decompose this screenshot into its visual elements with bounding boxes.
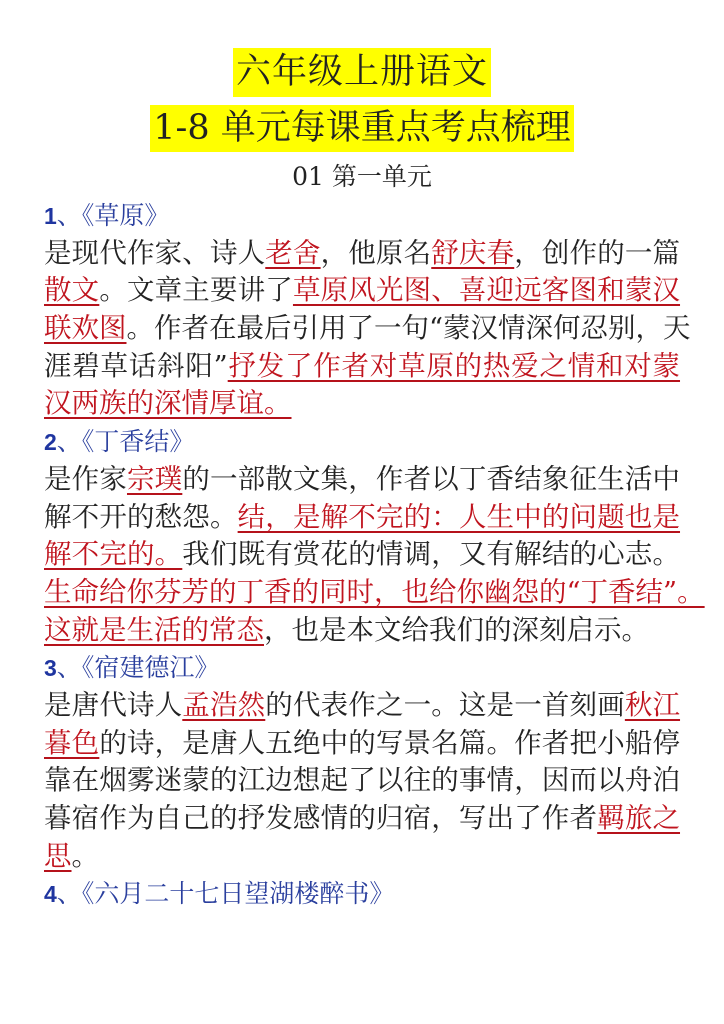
- key-point-text: 羁旅之: [597, 802, 681, 834]
- paragraph-line: [44, 800, 680, 838]
- key-point-text: 生命给你芬芳的丁香的同时，也给你幽怨的“丁香结”。: [44, 575, 705, 608]
- key-point-text: 舒庆春: [431, 236, 515, 269]
- key-point-text: 联欢图: [44, 312, 127, 345]
- key-point-text: 汉两族的深情厚谊。: [44, 387, 292, 420]
- lesson-heading: [44, 649, 680, 687]
- document-title-text: 六年级上册语文: [233, 48, 491, 97]
- key-point-text: 这就是生活的常态: [44, 613, 264, 646]
- paragraph-line: [44, 385, 680, 423]
- lesson-separator: 、: [56, 653, 82, 683]
- body-text: 是作家: [44, 462, 127, 495]
- body-text: 我们既有赏花的情调，又有解结的心志。: [182, 538, 680, 571]
- body-text: 暮宿作为自己的抒发感情的归宿，写出了作者: [44, 802, 598, 834]
- body-text: 是现代作家、诗人: [44, 236, 266, 269]
- body-text: ，也是本文给我们的深刻启示。: [264, 613, 649, 646]
- lesson-separator: 、: [56, 427, 82, 457]
- paragraph-line: [44, 838, 680, 876]
- body-text: 。: [71, 839, 99, 872]
- key-point-text: 散文: [44, 274, 100, 307]
- lesson-number: 2: [44, 429, 57, 456]
- key-point-text: 秋江: [624, 688, 681, 721]
- paragraph-line: [44, 310, 691, 348]
- body-text: 的诗，是唐人五绝中的写景名篇。作者把小船停: [99, 726, 681, 759]
- lesson-heading: [44, 197, 680, 235]
- body-text: 解不开的愁怨。: [44, 500, 238, 533]
- lesson-number: 4: [44, 881, 57, 908]
- document-title: [0, 48, 724, 97]
- paragraph-line: [44, 272, 680, 310]
- paragraph-line: [44, 461, 680, 499]
- body-text: 靠在烟雾迷蒙的江边想起了以往的事情，因而以舟泊: [44, 764, 680, 797]
- paragraph-line: [44, 574, 705, 612]
- body-text: ，创作的一篇: [514, 236, 681, 269]
- body-text: 的代表作之一。这是一首刻画: [265, 688, 625, 721]
- paragraph-line: [44, 536, 680, 574]
- paragraph-line: [44, 762, 680, 800]
- document-subtitle-text: 1-8 单元每课重点考点梳理: [150, 105, 574, 152]
- lesson-title: 《六月二十七日望湖楼醉书》: [81, 879, 395, 909]
- lesson-separator: 、: [56, 201, 82, 230]
- lesson-number: 1: [44, 203, 57, 229]
- lesson-title: 《宿建德江》: [81, 653, 220, 683]
- key-point-text: 思: [44, 839, 72, 872]
- body-text: ，他原名: [320, 236, 432, 269]
- lesson-separator: 、: [56, 879, 82, 909]
- key-point-text: 抒发了作者对草原的热爱之情和对蒙: [227, 349, 681, 382]
- paragraph-line: [44, 612, 680, 650]
- unit-heading: 01 第一单元: [292, 162, 432, 191]
- key-point-text: 草原风光图、喜迎远客图和蒙汉: [292, 274, 681, 307]
- key-point-text: 暮色: [44, 726, 100, 759]
- lesson-list: [44, 197, 705, 913]
- body-text: 。文章主要讲了: [99, 274, 293, 307]
- paragraph-line: [44, 235, 680, 273]
- paragraph-line: [44, 499, 680, 537]
- lesson-number: 3: [44, 655, 57, 682]
- body-text: 涯碧草话斜阳”: [44, 349, 228, 382]
- body-text: 是唐代诗人: [44, 688, 183, 721]
- key-point-text: 宗璞: [126, 462, 183, 495]
- key-point-text: 解不完的。: [44, 538, 183, 571]
- paragraph-line: [44, 348, 680, 386]
- paragraph-line: [44, 725, 680, 763]
- lesson-title: 《丁香结》: [81, 427, 195, 457]
- key-point-text: 老舍: [265, 236, 321, 269]
- body-text: 。作者在最后引用了一句“蒙汉情深何忍别，天: [126, 312, 691, 345]
- key-point-text: 结，是解不完的：人生中的问题也是: [237, 500, 681, 533]
- lesson-heading: [44, 875, 680, 913]
- lesson-heading: [44, 423, 680, 461]
- paragraph-line: [44, 687, 680, 725]
- key-point-text: 孟浩然: [182, 688, 266, 721]
- body-text: 的一部散文集，作者以丁香结象征生活中: [182, 462, 681, 495]
- document-subtitle: [0, 105, 724, 152]
- lesson-title: 《草原》: [81, 201, 170, 230]
